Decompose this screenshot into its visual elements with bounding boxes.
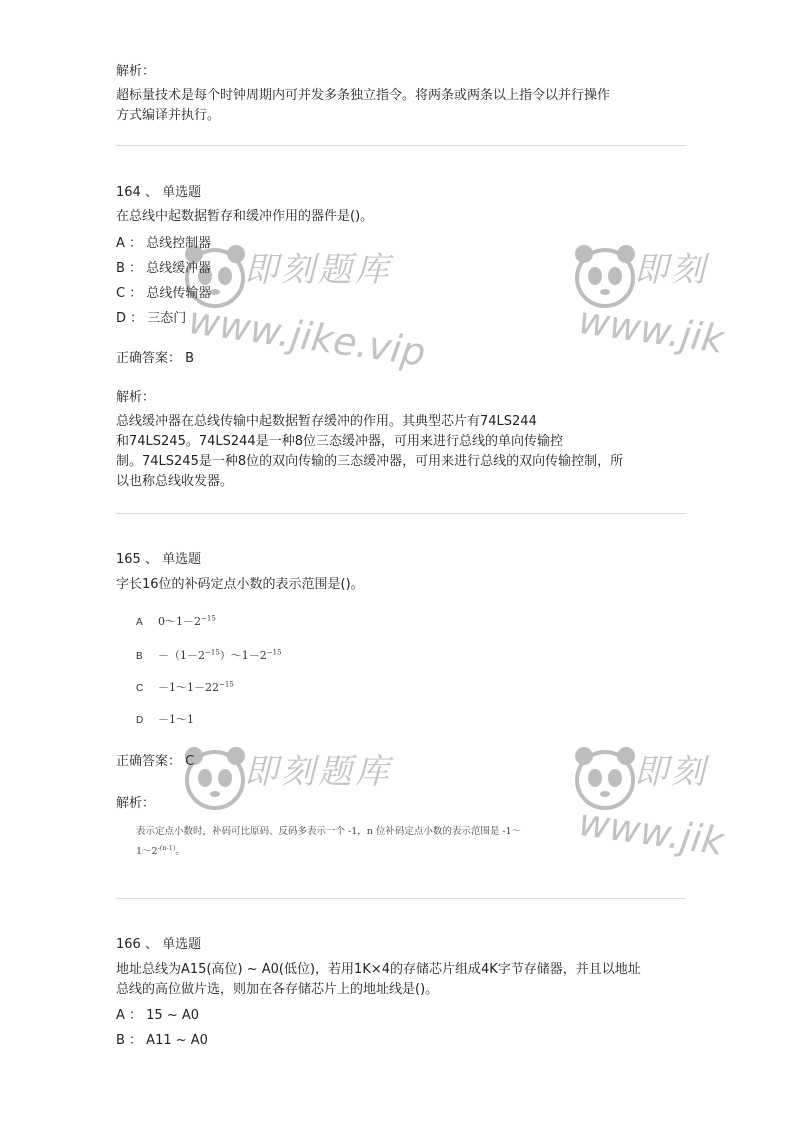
panda-logo-icon: [570, 740, 640, 820]
question-line: 地址总线为A15(高位) ~ A0(低位)，若用1K×4的存储芯片组成4K字节存储器，并且以地址: [116, 962, 641, 977]
watermark: 即刻 www.jik: [570, 740, 800, 870]
divider: [116, 513, 686, 514]
analysis-text: [116, 412, 686, 492]
question-text: 字长16位的补码定点小数的表示范围是()。: [116, 577, 364, 592]
watermark: 即刻 www.jik: [570, 238, 800, 378]
option-a[interactable]: A ： 总线控制器: [116, 236, 212, 251]
analysis-line: 总线缓冲器在总线传输中起数据暂存缓冲的作用。其典型芯片有74LS244: [116, 414, 537, 429]
option-b[interactable]: B ： A11 ~ A0: [116, 1033, 208, 1048]
analysis-label: 解析：: [116, 796, 156, 811]
question-header: 165 、 单选题: [116, 552, 202, 567]
correct-answer: 正确答案： C: [116, 754, 195, 769]
option-d[interactable]: D ： 三态门: [116, 311, 187, 326]
option-a[interactable]: A ： 15 ~ A0: [116, 1008, 200, 1023]
analysis-line: 制。74LS245是一种8位的双向传输的三态缓冲器，可用来进行总线的双向传输控制，所: [116, 454, 624, 469]
option-b[interactable]: B ： 总线缓冲器: [116, 261, 212, 276]
analysis-line: 以也称总线收发器。: [116, 474, 234, 489]
analysis-line: 和74LS245。74LS244是一种8位三态缓冲器，可用来进行总线的单向传输控: [116, 434, 563, 449]
analysis-line: 表示定点小数时，补码可比原码、反码多表示一个 -1，n 位补码定点小数的表示范围是 -1～: [136, 826, 522, 837]
divider: [116, 898, 686, 899]
analysis-label: 解析：: [116, 390, 156, 405]
analysis-line: $1\sim 2^{-(n-1)}$。: [136, 844, 185, 858]
option-d[interactable]: D －1～1: [136, 713, 194, 726]
question-text: 在总线中起数据暂存和缓冲作用的器件是()。: [116, 209, 374, 224]
analysis-line: 方式编译并执行。: [116, 108, 221, 123]
option-c[interactable]: $C -1\sim 1-22^{-15}$: [136, 680, 234, 694]
panda-logo-icon: [570, 238, 640, 318]
analysis-text: [116, 86, 686, 126]
watermark: 即刻题库 www.jike.vip: [180, 238, 420, 378]
watermark: 即刻题库: [180, 740, 420, 870]
analysis-scan-image: [136, 824, 521, 860]
question-line: 总线的高位做片选，则加在各存储芯片上的地址线是()。: [116, 982, 439, 997]
divider: [116, 145, 686, 146]
option-a[interactable]: A $0\sim 1-2^{-15}$: [136, 614, 216, 628]
analysis-label: 解析：: [116, 64, 156, 79]
option-c[interactable]: C ： 总线传输器: [116, 286, 212, 301]
option-b[interactable]: $B -(1-2^{-15})\sim 1-2^{-15}$: [136, 648, 282, 662]
correct-answer: 正确答案： B: [116, 351, 195, 366]
analysis-line: 超标量技术是每个时钟周期内可并发多条独立指令。将两条或两条以上指令以并行操作: [116, 88, 611, 103]
question-header: 166 、 单选题: [116, 937, 202, 952]
question-header: 164 、 单选题: [116, 185, 202, 200]
question-text: [116, 960, 686, 1000]
